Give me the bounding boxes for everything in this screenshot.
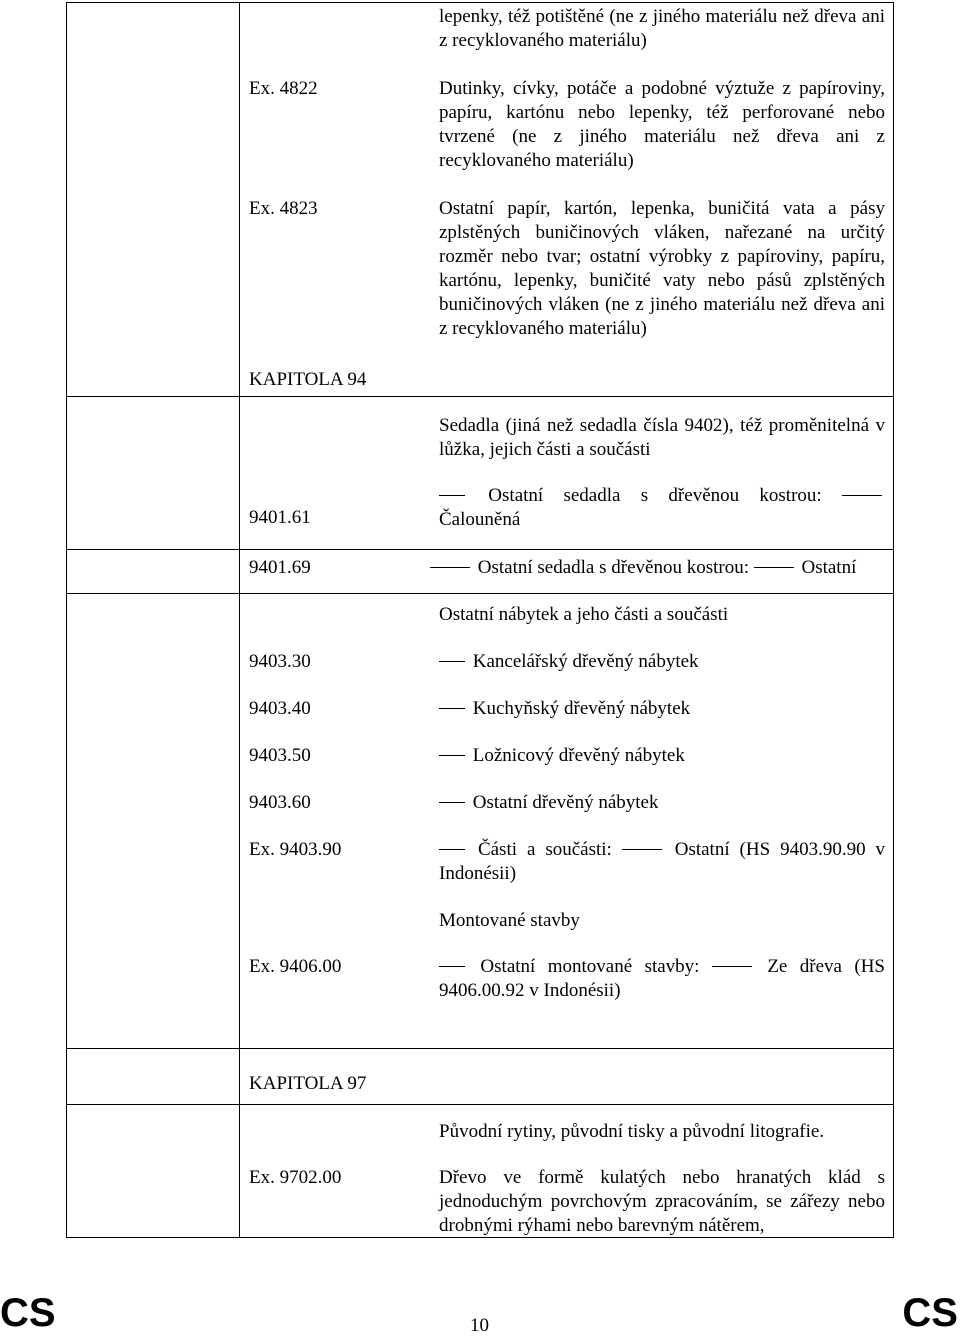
description-part: Kuchyňský dřevěný nábytek: [472, 698, 691, 719]
description: Původní rytiny, původní tisky a původní litografie.: [439, 1121, 825, 1142]
description: [439, 484, 885, 508]
description-continued: Indonésii): [439, 863, 517, 884]
description-part: Ostatní: [801, 557, 857, 578]
row-divider: [67, 1104, 893, 1105]
description: [439, 838, 885, 862]
description: [439, 697, 885, 721]
tariff-code: Ex. 9702.00: [249, 1167, 342, 1188]
dash-mark: [712, 966, 752, 967]
footer-mark-right: CS: [902, 1291, 958, 1335]
dash-mark: [439, 849, 465, 850]
row-divider: [67, 549, 893, 550]
description-part: Ložnicový dřevěný nábytek: [472, 745, 685, 766]
description: [430, 556, 890, 580]
tariff-code: 9401.69: [249, 557, 311, 578]
dash-mark: [439, 661, 465, 662]
description: Ostatní papír, kartón, lepenka, buničitá vata a pásy zplstěných buničinových vláken, nařezané na určitý rozměr nebo tvar; ostatní výrobky z papíroviny, papíru, kartónu, lepenky, buničité vaty nebo pásů zplstěných buničinových vláken (ne z jiného materiálu než dřeva ani z recyklovaného materiálu): [439, 198, 885, 339]
tariff-code: Ex. 9406.00: [249, 956, 342, 977]
dash-mark: [754, 567, 794, 568]
row-divider: [67, 1048, 893, 1049]
tariff-code: 9401.61: [249, 507, 311, 528]
column-divider: [239, 3, 240, 1237]
description-part: Části a součásti:: [477, 839, 612, 860]
row-divider: [67, 396, 893, 397]
description: Ostatní nábytek a jeho části a součásti: [439, 604, 729, 625]
tariff-code: Ex. 4822: [249, 78, 318, 99]
tariff-code: Ex. 9403.90: [249, 839, 342, 860]
description-part: Ostatní dřevěný nábytek: [472, 792, 659, 813]
dash-mark: [439, 708, 465, 709]
description: Montované stavby: [439, 910, 580, 931]
chapter-heading: KAPITOLA 97: [249, 1073, 367, 1094]
description-continued: 9406.00.92 v Indonésii): [439, 980, 621, 1001]
description-continued: Čalouněná: [439, 509, 521, 530]
dash-mark: [439, 755, 465, 756]
description: Dřevo ve formě kulatých nebo hranatých klád s jednoduchým povrchovým zpracováním, se zářezy nebo drobnými rýhami nebo barevným nátěrem,: [439, 1167, 885, 1236]
dash-mark: [439, 966, 465, 967]
description: Sedadla (jiná než sedadla čísla 9402), též proměnitelná v lůžka, jejich části a součásti: [439, 415, 885, 460]
description: [439, 791, 885, 815]
tariff-code: 9403.30: [249, 651, 311, 672]
description-part: Ostatní sedadla s dřevěnou kostrou:: [477, 557, 749, 578]
tariff-code: Ex. 4823: [249, 198, 318, 219]
tariff-code: 9403.40: [249, 698, 311, 719]
footer-mark-left: CS: [0, 1291, 56, 1335]
row-divider: [67, 593, 893, 594]
description-part: Kancelářský dřevěný nábytek: [472, 651, 699, 672]
description: [439, 650, 885, 674]
description-part: Ostatní sedadla s dřevěnou kostrou:: [488, 485, 822, 506]
description-part: Ze dřeva (HS: [767, 956, 885, 977]
tariff-code: 9403.50: [249, 745, 311, 766]
dash-mark: [439, 495, 465, 496]
dash-mark: [622, 849, 662, 850]
dash-mark: [430, 567, 470, 568]
description-part: Ostatní montované stavby:: [480, 956, 700, 977]
chapter-heading: KAPITOLA 94: [249, 369, 367, 390]
description: lepenky, též potištěné (ne z jiného materiálu než dřeva ani z recyklovaného materiálu): [439, 6, 885, 51]
description: [439, 955, 885, 979]
description-part: Ostatní (HS 9403.90.90 v: [674, 839, 886, 860]
dash-mark: [439, 802, 465, 803]
description: [439, 744, 885, 768]
tariff-code: 9403.60: [249, 792, 311, 813]
description: Dutinky, cívky, potáče a podobné výztuže z papíroviny, papíru, kartónu nebo lepenky, též perforované nebo tvrzené (ne z jiného materiálu než dřeva ani z recyklovaného materiálu): [439, 78, 885, 171]
page-number: 10: [470, 1315, 489, 1336]
dash-mark: [842, 495, 882, 496]
